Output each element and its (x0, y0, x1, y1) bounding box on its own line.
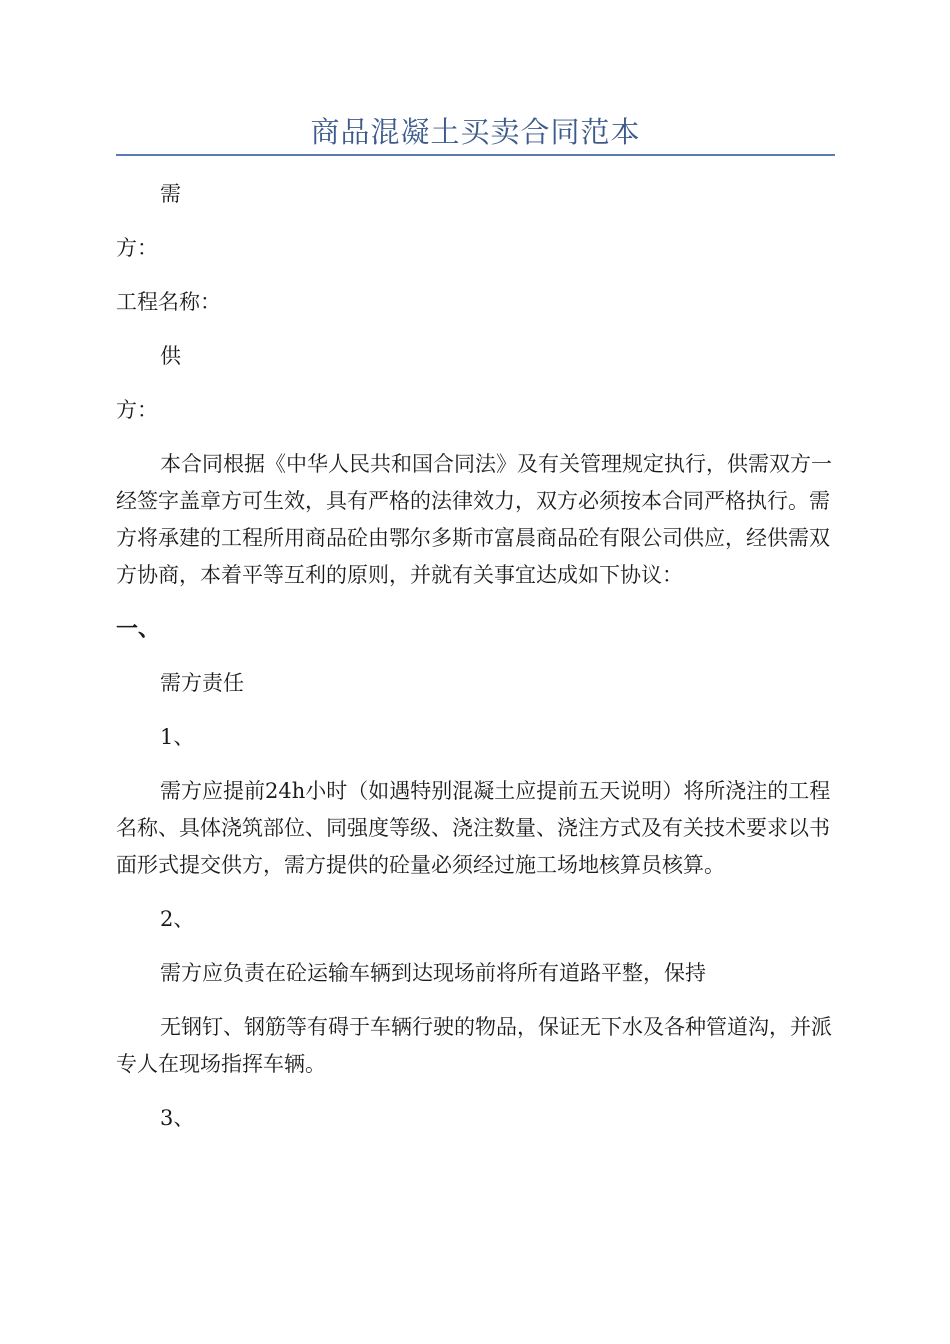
clause-2-text-b: 无钢钉、钢筋等有碍于车辆行驶的物品，保证无下水及各种管道沟，并派专人在现场指挥车辆。 (116, 1015, 832, 1076)
section-heading-one: 一、 (116, 617, 161, 642)
party-buyer-label-start: 需 (160, 182, 181, 206)
intro-paragraph: 本合同根据《中华人民共和国合同法》及有关管理规定执行，供需双方一经签字盖章方可生效，具有严格的法律效力，双方必须按本合同严格执行。需方将承建的工程所用商品砼由鄂尔多斯市富晨商品砼有限公司供应，经供需双方协商，本着平等互利的原则，并就有关事宜达成如下协议： (116, 452, 832, 587)
project-name-label: 工程名称： (116, 290, 221, 314)
clause-number-1: 1、 (160, 725, 195, 749)
title-underline (116, 154, 835, 156)
clause-number-2: 2、 (160, 907, 195, 931)
party-supplier-label-start: 供 (160, 344, 181, 368)
party-supplier-label-end: 方： (116, 398, 158, 422)
party-buyer-label-end: 方： (116, 236, 158, 260)
section-title-buyer-duties: 需方责任 (160, 671, 244, 695)
clause-1-text: 需方应提前24h小时（如遇特别混凝土应提前五天说明）将所浇注的工程名称、具体浇筑部位、同强度等级、浇注数量、浇注方式及有关技术要求以书面形式提交供方，需方提供的砼量必须经过施工场地核算员核算。 (116, 779, 831, 877)
clause-number-3: 3、 (160, 1106, 195, 1130)
document-body (116, 176, 835, 1137)
document-title: 商品混凝土买卖合同范本 (310, 115, 641, 149)
clause-2-text-a: 需方应负责在砼运输车辆到达现场前将所有道路平整，保持 (160, 961, 706, 985)
